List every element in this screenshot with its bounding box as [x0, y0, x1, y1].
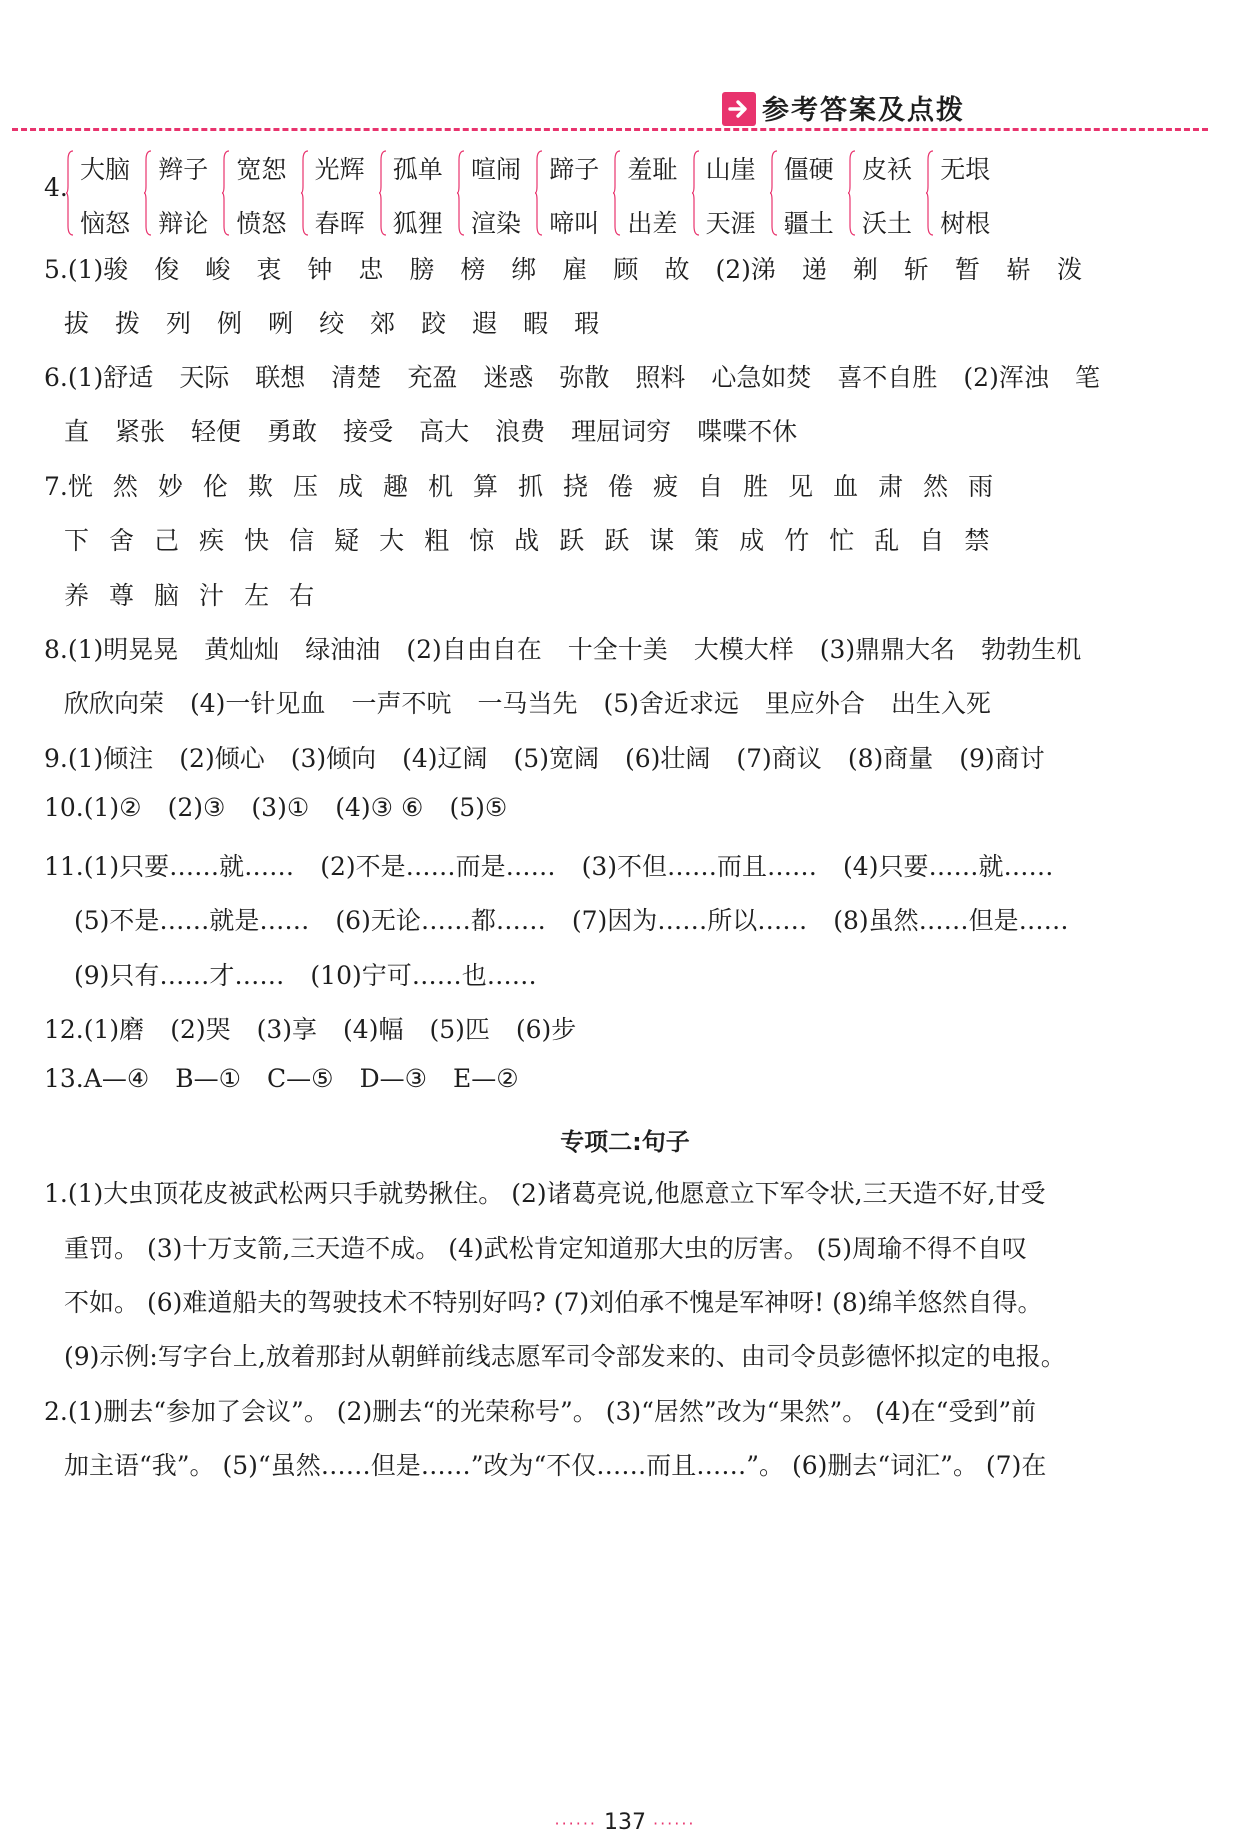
word-pair — [692, 150, 782, 240]
answer-items — [84, 1064, 519, 1093]
answer-item: 一马当先 — [477, 689, 578, 718]
answer-item: 拔 — [64, 309, 90, 338]
q5-line1 — [44, 250, 1082, 286]
answer-item: E—② — [453, 1064, 519, 1093]
answer-item: (2)哭 — [170, 1015, 231, 1044]
answer-item: 照料 — [635, 363, 686, 392]
page-header — [0, 0, 1250, 140]
answer-item: (1)骏 — [67, 255, 129, 284]
answer-item: 勇敢 — [267, 417, 318, 446]
q7-line1 — [44, 467, 1013, 503]
answer-item: (1)倾注 — [67, 744, 154, 773]
answer-item: 粗 — [424, 526, 450, 555]
pair-bottom: 春晖 — [314, 209, 365, 238]
word-pair — [66, 150, 156, 240]
answer-item: 拨 — [115, 309, 141, 338]
answer-item: 妙 — [157, 472, 183, 501]
answer-item: 俊 — [154, 255, 180, 284]
answer-item: 绿油油 — [305, 635, 381, 664]
answer-item: 理屈词穷 — [571, 417, 672, 446]
answer-item: 疑 — [334, 526, 360, 555]
answer-item: (5)舍近求远 — [603, 689, 739, 718]
answer-item: 里应外合 — [764, 689, 865, 718]
answer-item: 勃勃生机 — [981, 635, 1082, 664]
answer-items — [84, 852, 1054, 881]
pair-bottom: 疆土 — [783, 209, 834, 238]
answer-item: 算 — [473, 472, 499, 501]
pair-bottom: 恼怒 — [80, 209, 131, 238]
answer-content — [0, 150, 1250, 1750]
arrow-right-icon — [722, 92, 756, 126]
brace-icon — [770, 150, 778, 236]
answer-item: 自 — [919, 526, 945, 555]
s2q1-line2: 重罚。 (3)十万支箭,三天造不成。 (4)武松肯定知道那大虫的厉害。 (5)周瑜不得不自叹 — [64, 1234, 1028, 1263]
s2q1-line4: (9)示例:写字台上,放着那封从朝鲜前线志愿军司令部发来的、由司令员彭德怀拟定的电报。 — [64, 1342, 1066, 1371]
answer-item: 养 — [64, 581, 90, 610]
answer-items — [84, 1015, 577, 1044]
answer-item: (2)浑浊 — [963, 363, 1049, 392]
answer-item: 瑕 — [574, 309, 600, 338]
pair-top: 皮袄 — [862, 155, 913, 184]
answer-item: 成 — [337, 472, 363, 501]
word-pair — [301, 150, 391, 240]
q6-label: 6. — [44, 363, 68, 392]
answer-item: 策 — [694, 526, 720, 555]
answer-item: 跃 — [604, 526, 630, 555]
answer-item: 喜不自胜 — [837, 363, 938, 392]
answer-items — [64, 526, 1009, 555]
answer-item: (10)宁可……也…… — [310, 961, 537, 990]
answer-item: (3)鼎鼎大名 — [819, 635, 956, 664]
word-pair — [222, 150, 312, 240]
answer-item: (3)不但……而且…… — [581, 852, 818, 881]
answer-item: (6)无论……都…… — [335, 906, 546, 935]
answer-item: 剃 — [852, 255, 878, 284]
pair-top: 山崖 — [705, 155, 756, 184]
answer-item: 惊 — [469, 526, 495, 555]
q5-label: 5. — [44, 255, 68, 284]
s2q1-text1: (1)大虫顶花皮被武松两只手就势揪住。 (2)诸葛亮说,他愿意立下军令状,三天造不好,甘受 — [67, 1179, 1046, 1208]
q8-line2 — [64, 684, 991, 720]
answer-item: 己 — [154, 526, 180, 555]
answer-item: 跤 — [421, 309, 447, 338]
answer-item: 接受 — [343, 417, 394, 446]
answer-item: 天际 — [179, 363, 230, 392]
answer-item: 斩 — [903, 255, 929, 284]
s2q1-line1 — [44, 1174, 1045, 1210]
section-title: 专项二:句子 — [560, 1128, 690, 1156]
answer-item: 轻便 — [191, 417, 242, 446]
q7-label: 7. — [44, 472, 68, 501]
answer-item: (4)幅 — [343, 1015, 404, 1044]
answer-item: 直 — [64, 417, 90, 446]
pair-bottom: 天涯 — [705, 209, 756, 238]
brace-icon — [535, 150, 543, 236]
answer-item: 泼 — [1056, 255, 1082, 284]
page-footer — [0, 1810, 1250, 1835]
word-pair — [770, 150, 860, 240]
answer-item: (3)倾向 — [290, 744, 377, 773]
answer-item: 欣欣向荣 — [64, 689, 165, 718]
brace-icon — [301, 150, 309, 236]
answer-item: 尊 — [109, 581, 135, 610]
answer-item: 峻 — [205, 255, 231, 284]
brace-icon — [379, 150, 387, 236]
brace-icon — [222, 150, 230, 236]
answer-item: 雨 — [968, 472, 994, 501]
answer-item: (5)匹 — [429, 1015, 490, 1044]
header-divider — [12, 128, 1208, 131]
answer-item: 雇 — [562, 255, 588, 284]
pair-top: 大脑 — [80, 155, 131, 184]
answer-items — [64, 689, 991, 718]
answer-item: 竹 — [784, 526, 810, 555]
answer-item: 胜 — [743, 472, 769, 501]
answer-item: 战 — [514, 526, 540, 555]
answer-item: 然 — [923, 472, 949, 501]
answer-item: 榜 — [460, 255, 486, 284]
q4-label: 4. — [44, 173, 68, 202]
answer-item: (1)舒适 — [67, 363, 154, 392]
answer-item: 出生入死 — [890, 689, 991, 718]
answer-item: 忠 — [358, 255, 384, 284]
answer-item: 高大 — [419, 417, 470, 446]
answer-item: (8)虽然……但是…… — [833, 906, 1069, 935]
answer-item: (2)涕 — [715, 255, 776, 284]
answer-item: (8)商量 — [847, 744, 934, 773]
answer-item: 右 — [289, 581, 315, 610]
brace-icon — [692, 150, 700, 236]
answer-item: 十全十美 — [567, 635, 668, 664]
answer-item: 绑 — [511, 255, 537, 284]
answer-item: (2)自由自在 — [406, 635, 542, 664]
brace-icon — [66, 150, 74, 236]
answer-item: (5)宽阔 — [513, 744, 599, 773]
answer-item: 例 — [217, 309, 243, 338]
footer-dots-left: ······ — [554, 1814, 597, 1833]
answer-item: 倦 — [608, 472, 634, 501]
answer-item: 快 — [244, 526, 270, 555]
answer-item: 疲 — [653, 472, 679, 501]
q13-label: 13. — [44, 1064, 84, 1093]
pair-bottom: 狐狸 — [392, 209, 443, 238]
answer-item: (3)① — [251, 793, 310, 822]
answer-item: 舍 — [109, 526, 135, 555]
answer-item: (3)享 — [256, 1015, 318, 1044]
s2q2-label: 2. — [44, 1397, 68, 1426]
answer-item: 弥散 — [559, 363, 610, 392]
answer-item: (4)只要……就…… — [843, 852, 1054, 881]
answer-item: 自 — [698, 472, 724, 501]
answer-items — [64, 417, 797, 446]
pair-top: 羞耻 — [627, 155, 678, 184]
answer-item: D—③ — [359, 1064, 428, 1093]
answer-items — [64, 309, 599, 338]
answer-item: 大模大样 — [693, 635, 794, 664]
answer-item: 递 — [801, 255, 827, 284]
answer-item: 清楚 — [331, 363, 382, 392]
answer-item: 衷 — [256, 255, 282, 284]
answer-items — [68, 472, 1013, 501]
answer-item: B—① — [175, 1064, 242, 1093]
answer-item: (7)因为……所以…… — [571, 906, 808, 935]
s2q2-line1 — [44, 1392, 1036, 1428]
answer-item: 信 — [289, 526, 315, 555]
answer-item: 崭 — [1005, 255, 1031, 284]
answer-item: (5)不是……就是…… — [74, 906, 310, 935]
q6-line1 — [44, 358, 1100, 394]
answer-item: (5)⑤ — [449, 793, 508, 822]
answer-item: 跃 — [559, 526, 585, 555]
page-number: 137 — [604, 1810, 646, 1835]
answer-item: (9)只有……才…… — [74, 961, 285, 990]
s2q1-label: 1. — [44, 1179, 68, 1208]
answer-item: (2)倾心 — [179, 744, 265, 773]
q8-line1 — [44, 630, 1081, 666]
q7-line3 — [64, 576, 334, 612]
s2q1-line3: 不如。 (6)难道船夫的驾驶技术不特别好吗? (7)刘伯承不愧是军神呀! (8)绵羊悠然自得。 — [64, 1288, 1043, 1317]
answer-item: (2)③ — [167, 793, 226, 822]
q12-label: 12. — [44, 1015, 84, 1044]
brace-icon — [457, 150, 465, 236]
answer-item: 绞 — [319, 309, 345, 338]
answer-item: 脑 — [154, 581, 180, 610]
pair-top: 辫子 — [158, 155, 209, 184]
answer-item: (6)步 — [515, 1015, 577, 1044]
answer-item: 黄灿灿 — [204, 635, 280, 664]
answer-item: 咧 — [268, 309, 294, 338]
pair-top: 无垠 — [940, 155, 991, 184]
answer-item: 笔 — [1074, 363, 1100, 392]
s2q2-line2: 加主语“我”。 (5)“虽然……但是……”改为“不仅……而且……”。 (6)删去“词汇”。 (7)在 — [64, 1451, 1047, 1480]
word-pair — [457, 150, 547, 240]
answer-item: (9)商讨 — [959, 744, 1045, 773]
q10-line — [44, 793, 507, 822]
pair-top: 光辉 — [314, 155, 365, 184]
answer-item: 顾 — [613, 255, 639, 284]
answer-item: (1)② — [83, 793, 142, 822]
answer-item: 乱 — [874, 526, 900, 555]
pair-top: 蹄子 — [549, 155, 600, 184]
word-pair — [926, 150, 1016, 240]
pair-top: 喧闹 — [471, 155, 522, 184]
answer-item: (4)辽阔 — [402, 744, 488, 773]
answer-item: (1)明晃晃 — [67, 635, 179, 664]
q11-line1 — [44, 847, 1053, 883]
header-title: 参考答案及点拨 — [762, 95, 965, 126]
q6-line2 — [64, 412, 797, 448]
answer-item: 忙 — [829, 526, 855, 555]
answer-item: 大 — [379, 526, 405, 555]
answer-item: 禁 — [964, 526, 990, 555]
answer-item: (1)磨 — [83, 1015, 145, 1044]
brace-icon — [848, 150, 856, 236]
answer-item: (7)商议 — [736, 744, 822, 773]
q5-line2 — [64, 304, 599, 340]
word-pair — [848, 150, 938, 240]
answer-item: 肃 — [878, 472, 904, 501]
answer-item: 充盈 — [407, 363, 458, 392]
s2q2-text1: (1)删去“参加了会议”。 (2)删去“的光荣称号”。 (3)“居然”改为“果然”。 (4)在“受到”前 — [67, 1397, 1037, 1426]
answer-item: 故 — [664, 255, 690, 284]
answer-item: (4)③ ⑥ — [335, 793, 424, 822]
answer-item: (6)壮阔 — [624, 744, 711, 773]
answer-item: (4)一针见血 — [190, 689, 326, 718]
answer-item: 然 — [112, 472, 138, 501]
answer-item: 联想 — [255, 363, 306, 392]
answer-item: 血 — [833, 472, 859, 501]
answer-item: 心急如焚 — [711, 363, 812, 392]
footer-dots-right: ······ — [653, 1814, 696, 1833]
answer-items — [68, 363, 1100, 392]
answer-item: 挠 — [563, 472, 589, 501]
word-pair — [535, 150, 625, 240]
answer-item: 郊 — [370, 309, 396, 338]
pair-bottom: 辩论 — [158, 209, 209, 238]
answer-item: 汁 — [199, 581, 225, 610]
answer-item: (1)只要……就…… — [83, 852, 295, 881]
answer-item: 浪费 — [495, 417, 546, 446]
q8-label: 8. — [44, 635, 68, 664]
answer-item: 下 — [64, 526, 90, 555]
answer-items — [74, 906, 1069, 935]
answer-item: (2)不是……而是…… — [320, 852, 556, 881]
answer-item: 膀 — [409, 255, 435, 284]
answer-item: A—④ — [83, 1064, 150, 1093]
q9-label: 9. — [44, 744, 68, 773]
answer-items — [68, 744, 1045, 773]
answer-item: 伦 — [202, 472, 228, 501]
answer-items — [68, 255, 1082, 284]
q11-line2 — [74, 901, 1069, 937]
brace-icon — [613, 150, 621, 236]
word-pair — [379, 150, 469, 240]
answer-items — [64, 581, 334, 610]
answer-item: 恍 — [67, 472, 93, 501]
pair-bottom: 愤怒 — [236, 209, 287, 238]
answer-item: 抓 — [518, 472, 544, 501]
pair-top: 僵硬 — [783, 155, 834, 184]
answer-item: 列 — [166, 309, 192, 338]
answer-item: 疾 — [199, 526, 225, 555]
pair-bottom: 沃土 — [862, 209, 913, 238]
answer-item: 暇 — [523, 309, 549, 338]
answer-item: 喋喋不休 — [697, 417, 798, 446]
answer-item: 欺 — [247, 472, 273, 501]
answer-items — [68, 635, 1081, 664]
pair-top: 孤单 — [392, 155, 443, 184]
answer-item: 迷惑 — [483, 363, 534, 392]
answer-item: 紧张 — [115, 417, 166, 446]
answer-item: 趣 — [382, 472, 408, 501]
answer-item: 压 — [292, 472, 318, 501]
answer-item: 机 — [427, 472, 453, 501]
brace-icon — [926, 150, 934, 236]
answer-items — [74, 961, 537, 990]
q11-label: 11. — [44, 852, 84, 881]
answer-item: 暂 — [954, 255, 980, 284]
answer-item: C—⑤ — [267, 1064, 334, 1093]
q7-line2 — [64, 521, 1009, 557]
q13-line — [44, 1064, 519, 1093]
answer-item: 钟 — [307, 255, 333, 284]
q9-line — [44, 739, 1045, 775]
answer-item: 一声不吭 — [351, 689, 452, 718]
pair-bottom: 出差 — [627, 209, 678, 238]
answer-item: 左 — [244, 581, 270, 610]
q10-label: 10. — [44, 793, 84, 822]
pair-bottom: 渲染 — [471, 209, 522, 238]
answer-item: 谋 — [649, 526, 675, 555]
answer-item: 见 — [788, 472, 814, 501]
word-pair — [144, 150, 234, 240]
q11-line3 — [74, 956, 537, 992]
pair-top: 宽恕 — [236, 155, 287, 184]
brace-icon — [144, 150, 152, 236]
pair-bottom: 啼叫 — [549, 209, 600, 238]
pair-bottom: 树根 — [940, 209, 991, 238]
answer-items — [84, 793, 508, 822]
q12-line — [44, 1010, 576, 1046]
answer-item: 遐 — [472, 309, 498, 338]
word-pair — [613, 150, 703, 240]
answer-item: 成 — [739, 526, 765, 555]
